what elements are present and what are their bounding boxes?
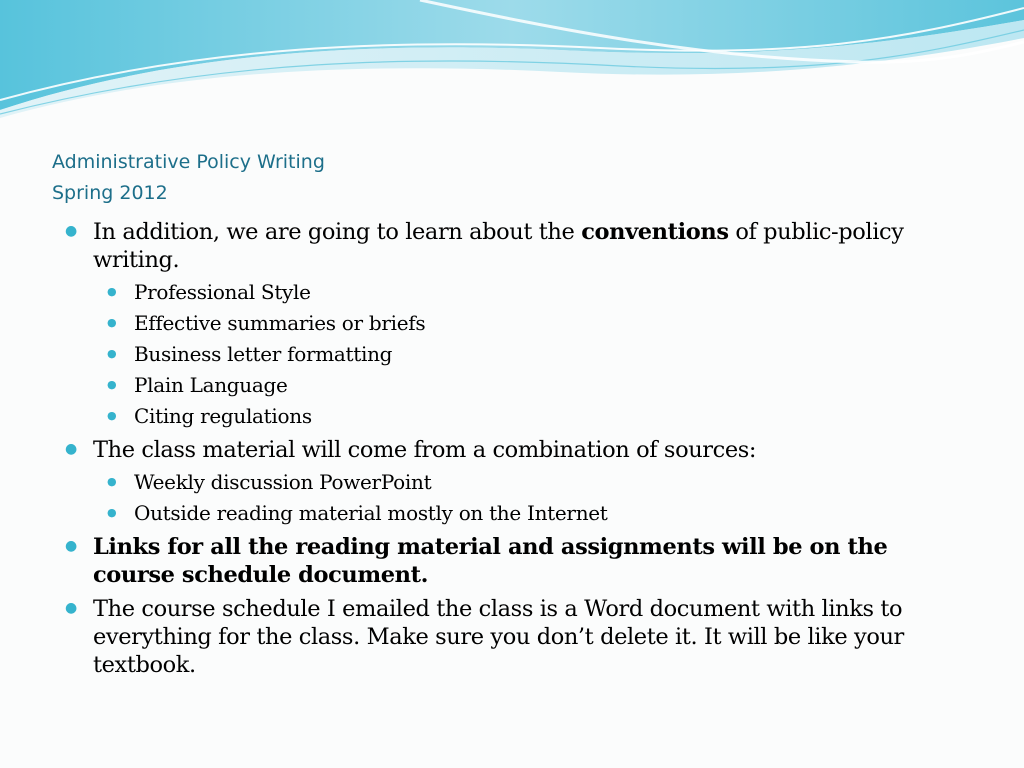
sub-bullet-text: Effective summaries or briefs (134, 311, 426, 335)
bullet-bold-text: Links for all the reading material and assignments will be on the course schedule document. (93, 534, 888, 588)
sub-list (62, 277, 972, 432)
bullet-text: The course schedule I emailed the class is a Word document with links to everything for the class. Make sure you don’t delete it. It will be like your textbook. (93, 596, 904, 678)
sub-list (62, 467, 972, 529)
sub-bullet-item (62, 401, 972, 432)
bullet-dot-icon: ● (65, 441, 77, 457)
bullet-bold-text: conventions (581, 219, 729, 245)
sub-bullet-text: Citing regulations (134, 404, 312, 428)
bullet-dot-icon: ● (65, 538, 77, 554)
bullet-item (62, 436, 972, 464)
sub-bullet-text: Weekly discussion PowerPoint (134, 470, 432, 494)
sub-bullet-item (62, 308, 972, 339)
sub-bullet-text: Professional Style (134, 280, 311, 304)
bullet-text: of public-policy writing. (93, 219, 904, 273)
sub-bullet-item (62, 498, 972, 529)
bullet-item (62, 218, 972, 274)
bullet-text: The class material will come from a combination of sources: (93, 437, 757, 463)
slide-body (62, 218, 972, 682)
title-line-1: Administrative Policy Writing (52, 151, 325, 173)
sub-bullet-item (62, 467, 972, 498)
bullet-dot-icon: ● (65, 600, 77, 616)
sub-bullet-text: Business letter formatting (134, 342, 393, 366)
bullet-item (62, 595, 972, 679)
slide-title (52, 147, 325, 209)
bullet-dot-icon: ● (107, 378, 117, 391)
sub-bullet-item (62, 339, 972, 370)
bullet-dot-icon: ● (107, 409, 117, 422)
sub-bullet-item (62, 277, 972, 308)
bullet-dot-icon: ● (107, 285, 117, 298)
bullet-dot-icon: ● (107, 506, 117, 519)
sub-bullet-text: Outside reading material mostly on the Internet (134, 501, 608, 525)
sub-bullet-text: Plain Language (134, 373, 288, 397)
bullet-text: In addition, we are going to learn about the (93, 219, 582, 245)
bullet-dot-icon: ● (107, 475, 117, 488)
sub-bullet-item (62, 370, 972, 401)
bullet-item (62, 533, 972, 589)
title-line-2: Spring 2012 (52, 182, 168, 204)
bullet-dot-icon: ● (107, 316, 117, 329)
header-wave-decoration (0, 0, 1024, 130)
bullet-dot-icon: ● (107, 347, 117, 360)
bullet-dot-icon: ● (65, 223, 77, 239)
